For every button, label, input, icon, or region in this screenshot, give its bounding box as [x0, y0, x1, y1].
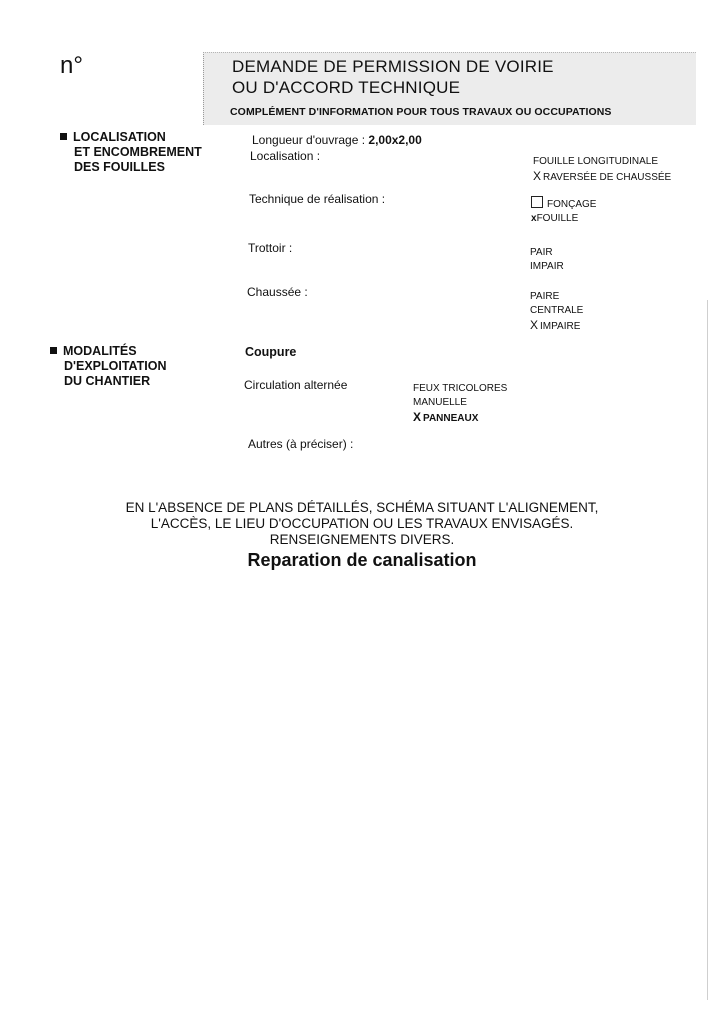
form-title	[232, 56, 554, 98]
chaussee-options	[530, 290, 583, 334]
section-title-line3: DU CHANTIER	[64, 374, 151, 388]
work-description: Reparation de canalisation	[247, 550, 477, 570]
autres-label: Autres (à préciser) :	[248, 437, 354, 451]
longueur-value: 2,00x2,00	[368, 133, 422, 147]
form-subtitle: COMPLÉMENT D'INFORMATION POUR TOUS TRAVAUX OU OCCUPATIONS	[230, 106, 612, 118]
scan-edge-line	[707, 300, 708, 1000]
section-title-line2: ET ENCOMBREMENT	[74, 145, 202, 159]
option-paire: PAIRE	[530, 291, 560, 302]
chaussee-label: Chaussée :	[247, 285, 308, 299]
technique-options	[531, 196, 596, 226]
option-label: FOUILLE	[536, 213, 579, 224]
footer-note	[0, 500, 724, 548]
section-title-line2: D'EXPLOITATION	[64, 359, 167, 373]
request-number-label: n°	[60, 52, 83, 79]
longueur-field	[252, 133, 422, 147]
checked-mark: x	[531, 213, 537, 224]
coupure-label: Coupure	[245, 345, 297, 359]
longueur-label: Longueur d'ouvrage :	[252, 133, 366, 147]
option-feux-tricolores: FEUX TRICOLORES	[413, 383, 508, 394]
square-bullet-icon	[50, 347, 57, 354]
option-label: IMPAIRE	[540, 321, 581, 332]
section-modalites-title	[50, 344, 167, 389]
option-panneaux	[413, 410, 507, 426]
note-line3: RENSEIGNEMENTS DIVERS.	[269, 532, 455, 547]
empty-checkbox-icon	[531, 196, 543, 208]
section-title-line1: LOCALISATION	[73, 130, 166, 144]
trottoir-options	[530, 246, 564, 274]
circulation-options	[413, 382, 507, 426]
checked-mark: X	[413, 410, 422, 424]
option-label: RAVERSÉE DE CHAUSSÉE	[543, 172, 672, 183]
option-centrale: CENTRALE	[530, 305, 584, 316]
checked-mark: X	[533, 169, 542, 183]
option-impaire	[530, 318, 583, 334]
option-impair: IMPAIR	[530, 261, 564, 272]
trottoir-label: Trottoir :	[248, 241, 293, 255]
section-title-line1: MODALITÉS	[63, 344, 137, 358]
option-manuelle: MANUELLE	[413, 397, 467, 408]
note-line2: L'ACCÈS, LE LIEU D'OCCUPATION OU LES TRAVAUX ENVISAGÉS.	[150, 516, 574, 531]
option-foncage	[531, 196, 596, 212]
option-label: PANNEAUX	[423, 413, 479, 424]
option-pair: PAIR	[530, 247, 553, 258]
form-title-line1: DEMANDE DE PERMISSION DE VOIRIE	[232, 57, 554, 76]
note-line1: EN L'ABSENCE DE PLANS DÉTAILLÉS, SCHÉMA SITUANT L'ALIGNEMENT,	[125, 500, 599, 515]
option-fouille-longitudinale: FOUILLE LONGITUDINALE	[533, 156, 659, 167]
square-bullet-icon	[60, 133, 67, 140]
section-localisation-title	[60, 130, 202, 175]
circulation-label: Circulation alternée	[244, 378, 348, 392]
section-title-line3: DES FOUILLES	[74, 160, 165, 174]
option-fouille	[531, 212, 596, 226]
localisation-options	[533, 155, 671, 185]
technique-label: Technique de réalisation :	[249, 192, 386, 206]
option-label: FONÇAGE	[547, 199, 597, 210]
checked-mark: X	[530, 318, 539, 332]
option-traversee-chaussee	[533, 169, 671, 185]
form-title-line2: OU D'ACCORD TECHNIQUE	[232, 78, 461, 97]
localisation-label: Localisation :	[250, 149, 321, 163]
